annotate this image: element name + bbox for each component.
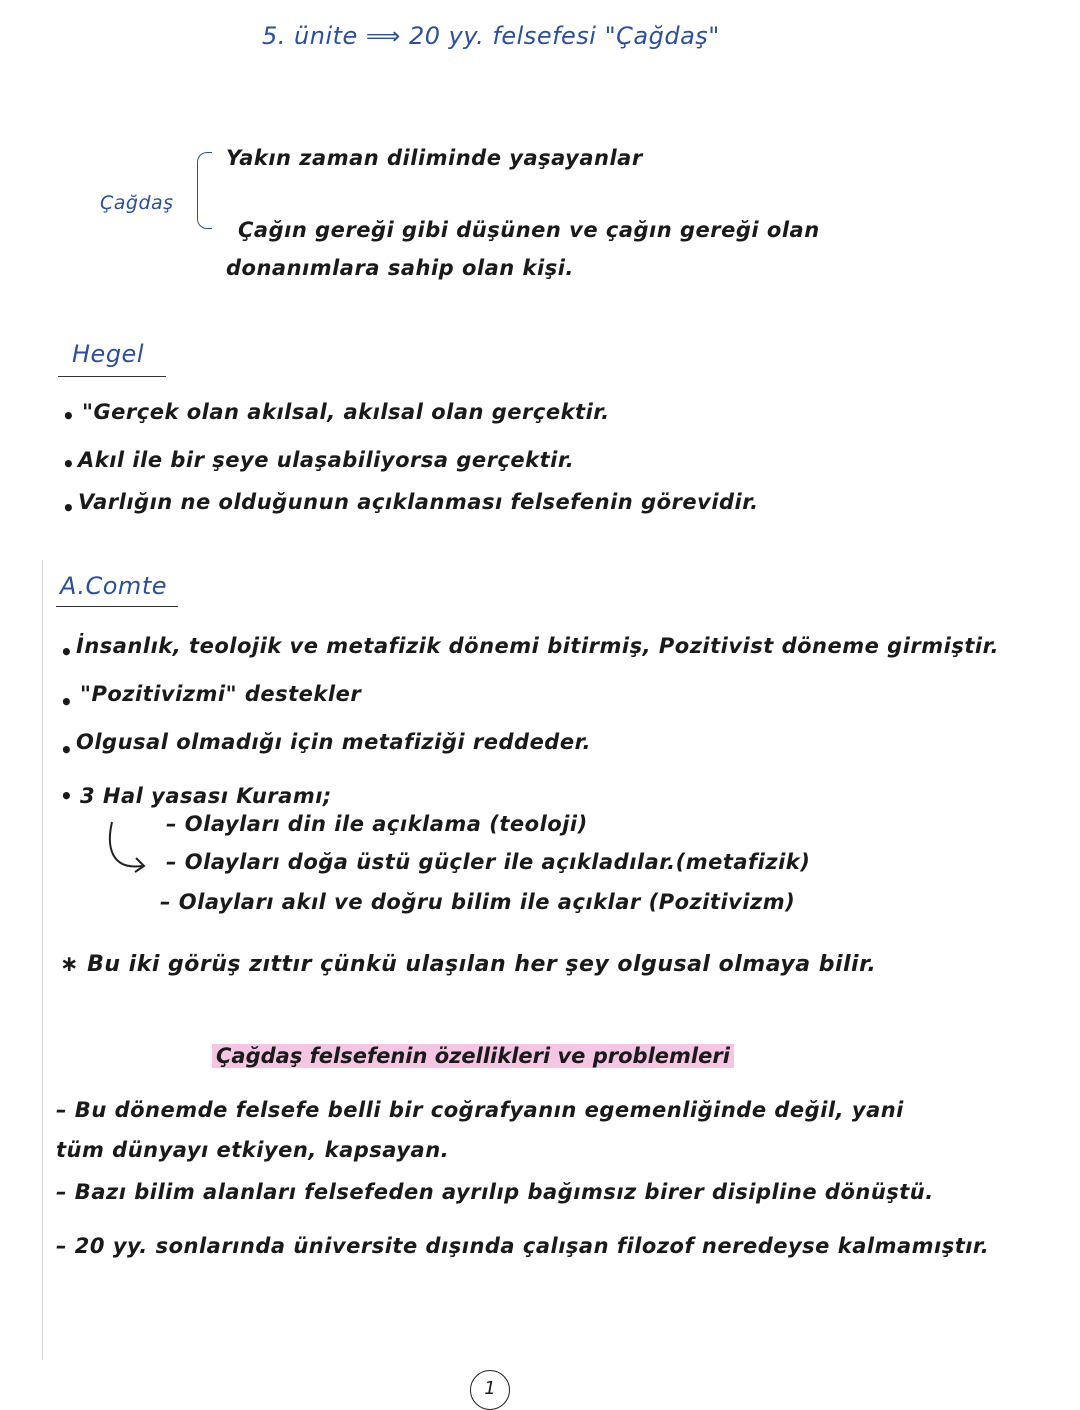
margin-line: [42, 560, 43, 1360]
comte-point-1: İnsanlık, teolojik ve metafizik dönemi bitirmiş, Pozitivist döneme girmiştir.: [76, 634, 999, 658]
definition-term: Çağdaş: [100, 192, 174, 214]
bullet: •: [60, 690, 73, 714]
features-heading: Çağdaş felsefenin özellikleri ve problemleri: [212, 1044, 734, 1068]
bullet: •: [60, 738, 73, 762]
hegel-point-3: Varlığın ne olduğunun açıklanması felsefenin görevidir.: [78, 490, 759, 514]
hegel-underline: [58, 376, 166, 377]
bullet: •: [62, 404, 75, 428]
definition-line-1: Yakın zaman diliminde yaşayanlar: [226, 146, 643, 170]
comte-heading: A.Comte: [60, 572, 167, 600]
comte-note: ∗ Bu iki görüş zıttır çünkü ulaşılan her şey olgusal olmaya bilir.: [60, 952, 877, 977]
bullet: •: [60, 784, 73, 808]
curved-arrow-icon: [98, 818, 158, 878]
definition-line-3: donanımlara sahip olan kişi.: [226, 256, 574, 280]
hegel-point-1: "Gerçek olan akılsal, akılsal olan gerçektir.: [82, 400, 610, 424]
page-title: 5. ünite ⟹ 20 yy. felsefesi "Çağdaş": [262, 22, 720, 50]
definition-line-2: Çağın gereği gibi düşünen ve çağın gereği olan: [238, 218, 820, 242]
comte-point-3: Olgusal olmadığı için metafiziği reddeder.: [76, 730, 591, 754]
hegel-heading: Hegel: [72, 340, 144, 368]
features-line-1: – Bu dönemde felsefe belli bir coğrafyanın egemenliğinde değil, yani: [56, 1098, 904, 1122]
bullet: •: [62, 452, 75, 476]
bullet: •: [62, 496, 75, 520]
hegel-point-2: Akıl ile bir şeye ulaşabiliyorsa gerçektir.: [78, 448, 575, 472]
comte-point-2: "Pozitivizmi" destekler: [80, 682, 362, 706]
comte-stage-3: – Olayları akıl ve doğru bilim ile açıklar (Pozitivizm): [160, 890, 796, 914]
features-line-2: tüm dünyayı etkiyen, kapsayan.: [56, 1138, 450, 1162]
bullet: •: [60, 640, 73, 664]
features-line-3: – Bazı bilim alanları felsefeden ayrılıp bağımsız birer disipline dönüştü.: [56, 1180, 934, 1204]
comte-underline: [56, 606, 178, 607]
comte-point-4: 3 Hal yasası Kuramı;: [80, 784, 332, 808]
page-number: 1: [470, 1370, 510, 1410]
features-line-4: – 20 yy. sonlarında üniversite dışında çalışan filozof neredeyse kalmamıştır.: [56, 1234, 990, 1258]
comte-stage-2: – Olayları doğa üstü güçler ile açıkladılar.(metafizik): [166, 850, 811, 874]
comte-stage-1: – Olayları din ile açıklama (teoloji): [166, 812, 588, 836]
definition-bracket: [197, 152, 212, 229]
